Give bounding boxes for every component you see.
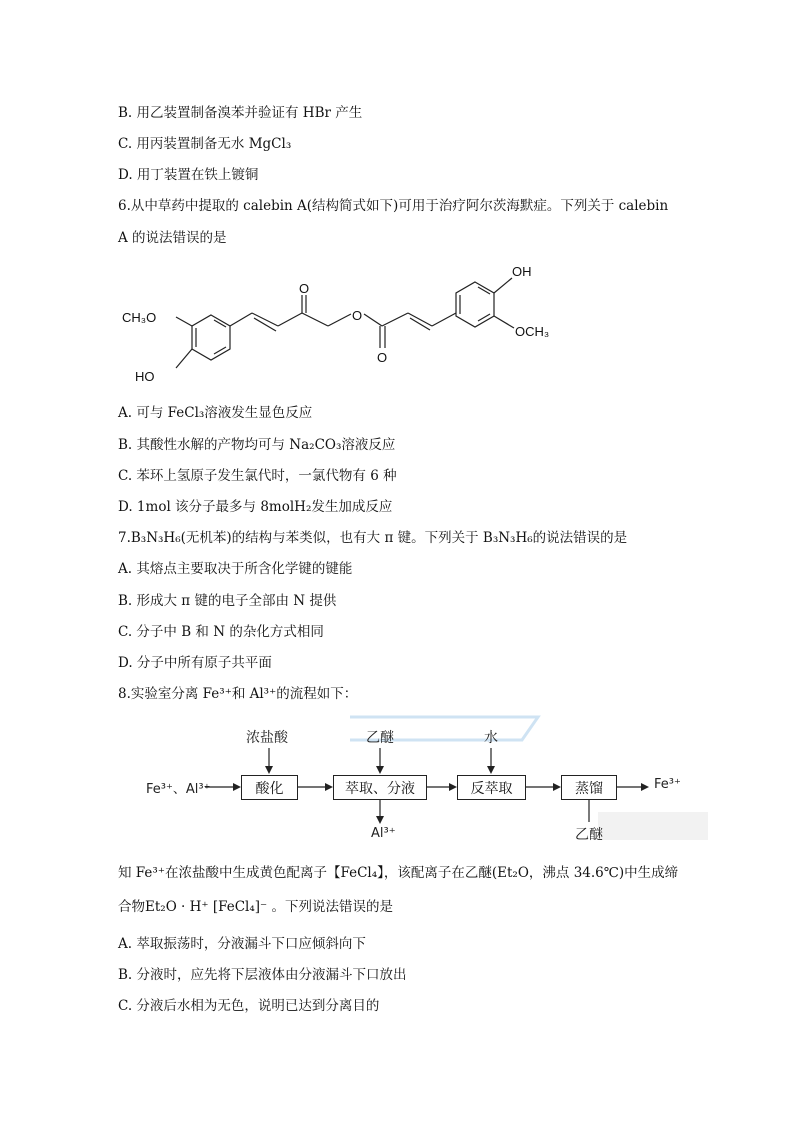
q8-option-a: A. 萃取振荡时，分液漏斗下口应倾斜向下 [118,936,366,952]
label-ester-carbonyl-o: O [377,350,388,365]
q7-option-a: A. 其熔点主要取决于所含化学键的键能 [118,561,353,577]
q8-info-line1: 知 Fe³⁺在浓盐酸中生成黄色配离子【FeCl₄】，该配离子在乙醚(Et₂O，沸点 34.6℃)中生成缔 [118,865,679,881]
flow-reagent-water: 水 [484,730,498,746]
q8-option-b: B. 分液时，应先将下层液体由分液漏斗下口放出 [118,967,407,983]
q6-option-a: A. 可与 FeCl₃溶液发生显色反应 [118,405,313,421]
q6-option-c: C. 苯环上氢原子发生氯代时，一氯代物有 6 种 [118,468,397,484]
flow-step-back-extract: 反萃取 [457,775,526,800]
flow-output-ether: 乙醚 [575,827,603,843]
flow-step-acidify: 酸化 [241,775,298,800]
flow-step-extract: 萃取、分液 [333,775,427,800]
label-ketone-o: O [299,281,310,296]
label-och3-right: OCH₃ [515,324,550,339]
q8-option-c: C. 分液后水相为无色，说明已达到分离目的 [118,998,380,1014]
label-ester-o: O [352,308,363,323]
q5-option-c: C. 用丙装置制备无水 MgCl₃ [118,136,292,152]
flow-reagent-hcl: 浓盐酸 [246,730,288,746]
q6-option-d: D. 1mol 该分子最多与 8molH₂发生加成反应 [118,499,393,515]
q5-option-b: B. 用乙装置制备溴苯并验证有 HBr 产生 [118,105,363,121]
label-oh-right: OH [512,264,532,279]
q8-stem: 8.实验室分离 Fe³⁺和 Al³⁺的流程如下： [118,686,358,702]
q6-stem-line1: 6.从中草药中提取的 calebin A(结构简式如下)可用于治疗阿尔茨海默症。下列关于 calebin [118,198,669,214]
q6-option-b: B. 其酸性水解的产物均可与 Na₂CO₃溶液反应 [118,437,396,453]
q8-info-line2: 合物Et₂O · H⁺ [FeCl₄]⁻ 。下列说法错误的是 [118,899,393,915]
flow-input-ions: Fe³⁺、Al³⁺ [146,782,211,797]
flow-output-al: Al³⁺ [371,826,396,841]
flow-step-distill: 蒸馏 [561,775,617,800]
q7-option-b: B. 形成大 π 键的电子全部由 N 提供 [118,593,337,609]
q6-stem-line2: A 的说法错误的是 [118,230,227,246]
flow-output-fe: Fe³⁺ [654,777,681,792]
q5-option-d: D. 用丁装置在铁上镀铜 [118,167,259,183]
q7-option-d: D. 分子中所有原子共平面 [118,655,272,671]
label-ch3o-left: CH₃O [122,310,157,325]
label-ho-left: HO [135,369,155,384]
flow-reagent-ether: 乙醚 [366,730,394,746]
q7-stem: 7.B₃N₃H₆(无机苯)的结构与苯类似，也有大 π 键。下列关于 B₃N₃H₆的说法错误的是 [118,530,628,546]
q7-option-c: C. 分子中 B 和 N 的杂化方式相同 [118,624,324,640]
